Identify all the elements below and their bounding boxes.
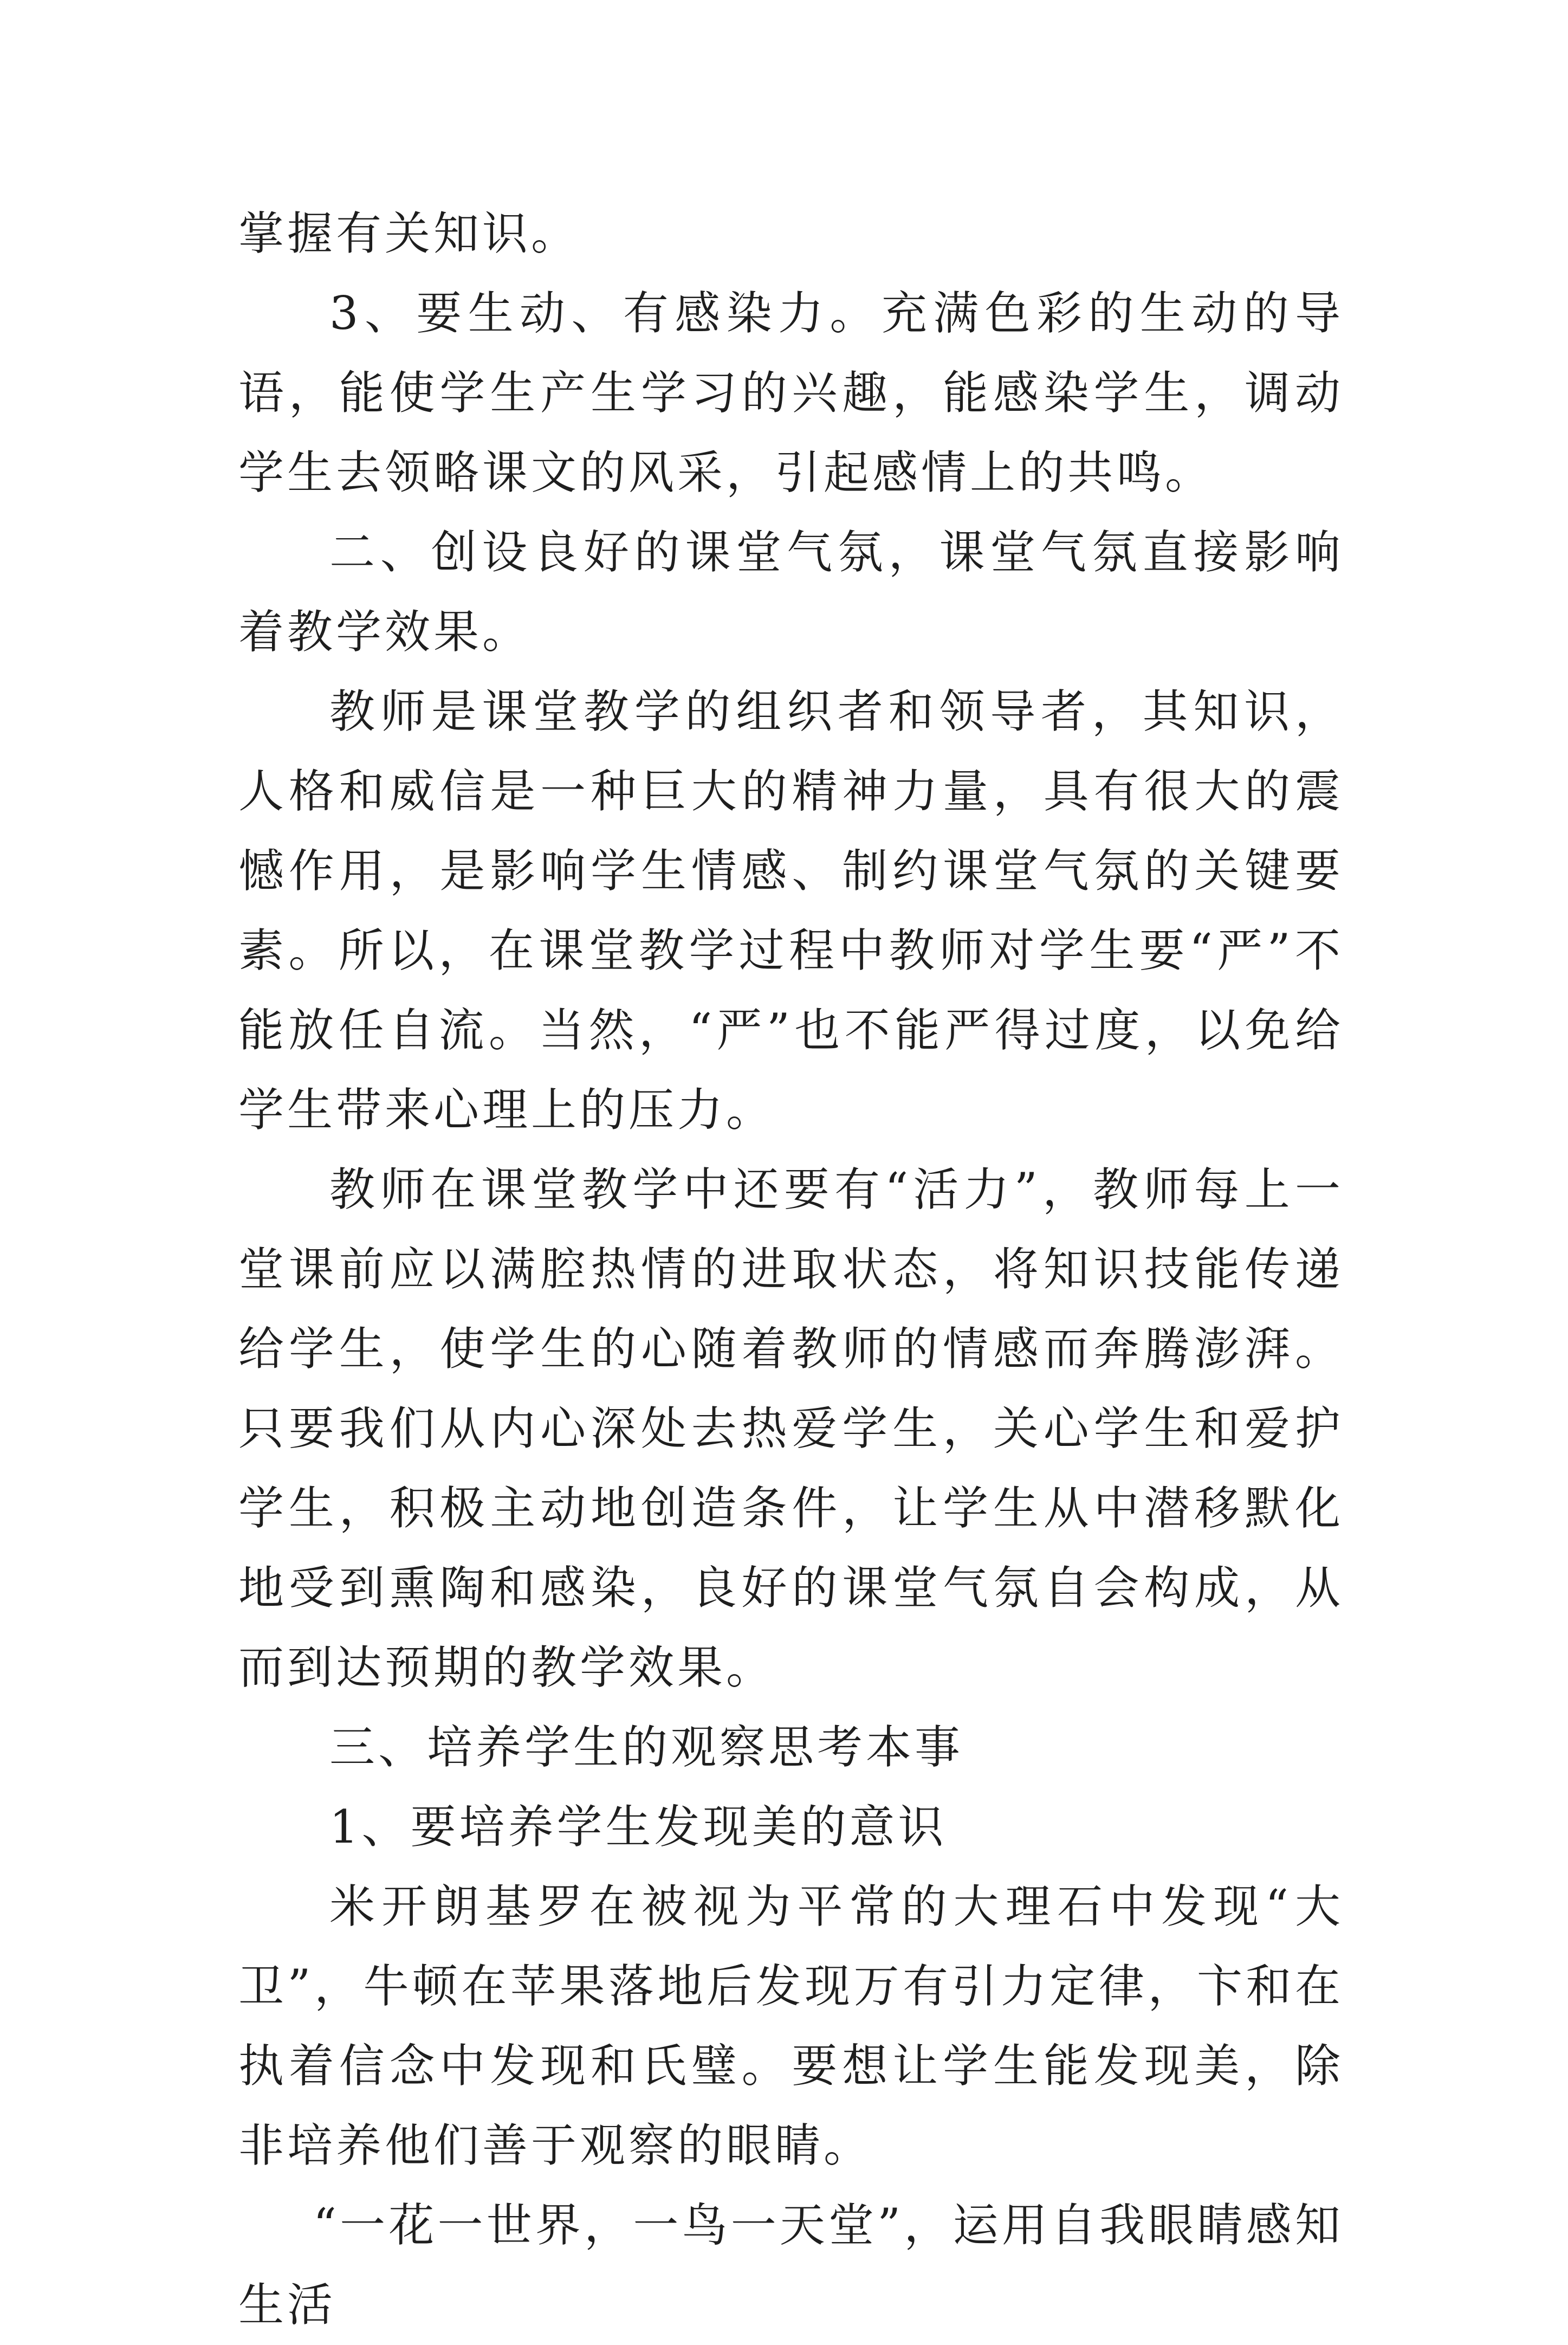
body-text — [238, 194, 1344, 2345]
section-heading-2: 二、创设良好的课堂气氛，课堂气氛直接影响着教学效果。 — [238, 526, 1344, 658]
paragraph-teacher-vitality: 教师在课堂教学中还要有“活力”，教师每上一堂课前应以满腔热情的进取状态，将知识技能传递给学生，使学生的心随着教师的情感而奔腾澎湃。只要我们从内心深处去热爱学生，关心学生和爱护学生，积极主动地创造条件，让学生从中潜移默化地受到熏陶和感染，良好的课堂气氛自会构成，从而到达预期的教学效果。 — [238, 1163, 1344, 1694]
section-heading-3: 三、培养学生的观察思考本事 — [329, 1721, 964, 1774]
paragraph-quote: “一花一世界，一鸟一天堂”，运用自我眼睛感知生活 — [238, 2199, 1344, 2331]
subsection-heading-1: 1、要培养学生发现美的意识 — [329, 1800, 947, 1853]
paragraph-teacher-role: 教师是课堂教学的组织者和领导者，其知识，人格和威信是一种巨大的精神力量，具有很大的震憾作用，是影响学生情感、制约课堂气氛的关键要素。所以，在课堂教学过程中教师对学生要“严”不能放任自流。当然，“严”也不能严得过度，以免给学生带来心理上的压力。 — [238, 685, 1344, 1136]
paragraph-point-3: 3、要生动、有感染力。充满色彩的生动的导语，能使学生产生学习的兴趣，能感染学生，调动学生去领略课文的风采，引起感情上的共鸣。 — [238, 287, 1344, 499]
paragraph-discover-beauty: 米开朗基罗在被视为平常的大理石中发现“大卫”，牛顿在苹果落地后发现万有引力定律，卞和在执着信念中发现和氏璧。要想让学生能发现美，除非培养他们善于观察的眼睛。 — [238, 1880, 1344, 2172]
paragraph-continuation: 掌握有关知识。 — [238, 207, 580, 260]
